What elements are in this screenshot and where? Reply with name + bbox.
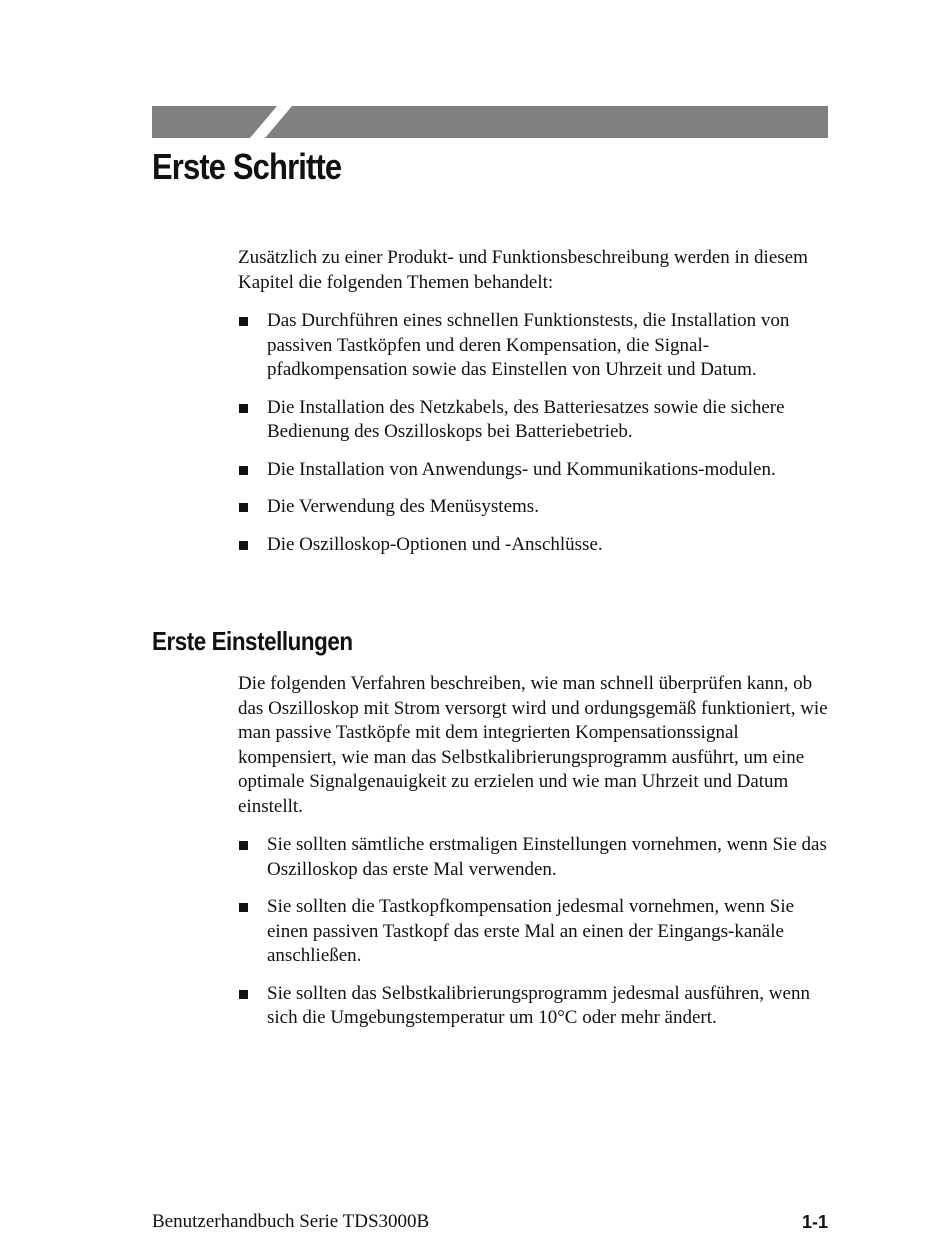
list-item: Das Durchführen eines schnellen Funktionstests, die Installation von passiven Tastköpfen und deren Kompensation, die Signal-pfadkompensation sowie das Einstellen von Uhrzeit und Datum. [238,309,838,383]
square-bullet-icon [239,541,248,550]
section-bullet-list [238,833,838,1031]
list-item: Sie sollten das Selbstkalibrierungsprogramm jedesmal ausführen, wenn sich die Umgebungstemperatur um 10°C oder mehr ändert. [238,982,838,1031]
square-bullet-icon [239,404,248,413]
intro-paragraph: Zusätzlich zu einer Produkt- und Funktionsbeschreibung werden in diesem Kapitel die folgenden Themen behandelt: [238,247,808,293]
square-bullet-icon [239,317,248,326]
section-title: Erste Einstellungen [152,626,353,656]
section-paragraph: Die folgenden Verfahren beschreiben, wie man schnell überprüfen kann, ob das Oszilloskop mit Strom versorgt wird und ordungsgemäß funktioniert, wie man passive Tastköpfe mit dem integrierten Kompensationssignal kompensiert, wie man das Selbstkalibrierungsprogramm ausführt, um eine optimale Signalgenauigkeit zu erzielen und wie man Uhrzeit und Datum einstellt. [238,673,828,817]
list-item: Die Installation des Netzkabels, des Batteriesatzes sowie die sichere Bedienung des Oszilloskops bei Batteriebetrieb. [238,396,838,445]
square-bullet-icon [239,903,248,912]
intro-bullet-list [238,309,838,557]
section-body [238,672,838,1031]
chapter-title: Erste Schritte [152,146,342,187]
square-bullet-icon [239,990,248,999]
list-item: Sie sollten die Tastkopfkompensation jedesmal vornehmen, wenn Sie einen passiven Tastkopf das erste Mal an einen der Eingangs-kanäle anschließen. [238,895,838,969]
list-item: Die Oszilloskop-Optionen und -Anschlüsse. [238,533,838,558]
square-bullet-icon [239,841,248,850]
square-bullet-icon [239,466,248,475]
list-item: Die Verwendung des Menüsystems. [238,495,838,520]
footer-manual-title: Benutzerhandbuch Serie TDS3000B [152,1211,430,1232]
chapter-header-bar [152,106,828,138]
page-number: 1-1 [801,1212,828,1232]
intro-block [238,246,838,557]
square-bullet-icon [239,503,248,512]
list-item: Sie sollten sämtliche erstmaligen Einstellungen vornehmen, wenn Sie das Oszilloskop das erste Mal verwenden. [238,833,838,882]
list-item: Die Installation von Anwendungs- und Kommunikations-modulen. [238,458,838,483]
